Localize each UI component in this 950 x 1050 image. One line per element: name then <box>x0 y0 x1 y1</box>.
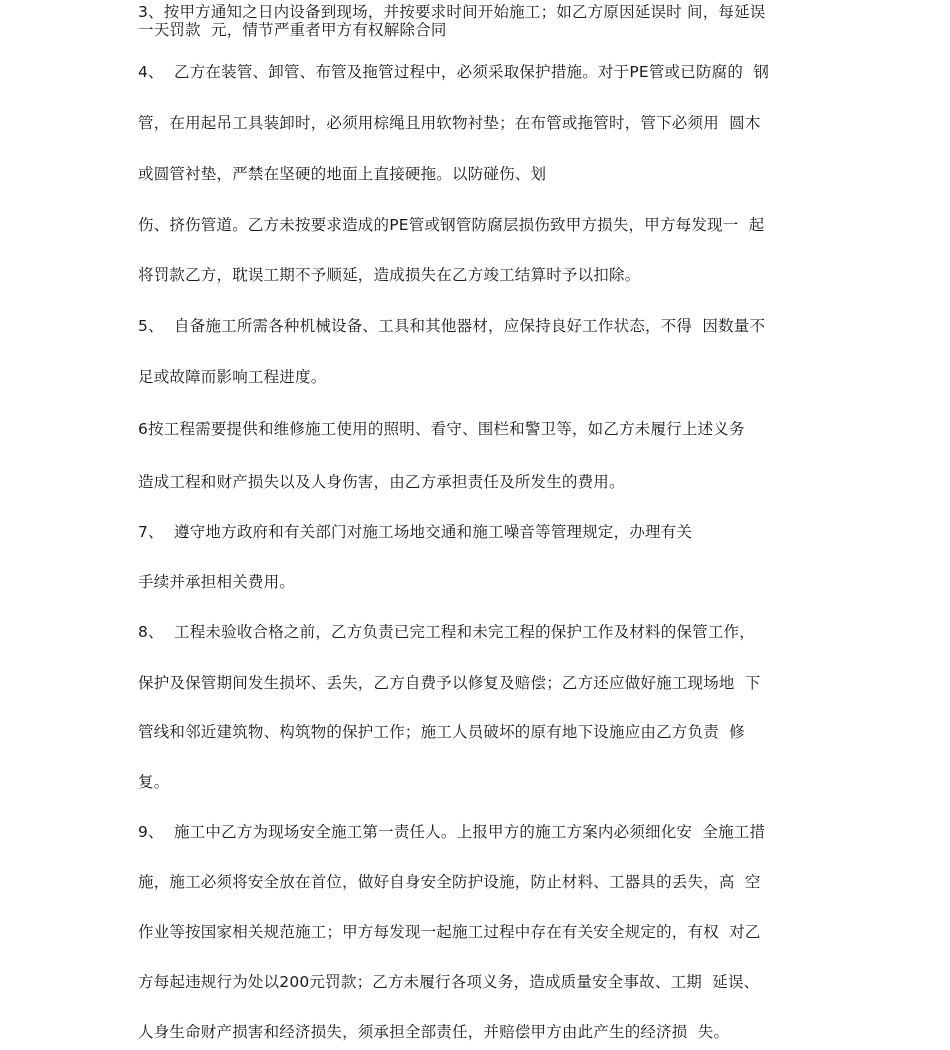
text-line: 7、 遵守地方政府和有关部门对施工场地交通和施工噪音等管理规定，办理有关 <box>138 523 693 541</box>
text-line: 施，施工必须将安全放在首位，做好自身安全防护设施，防止材料、工器具的丢失，高 空 <box>138 873 761 891</box>
text-line: 伤、挤伤管道。乙方未按要求造成的PE管或钢管防腐层损伤致甲方损失，甲方每发现一 起 <box>138 216 765 234</box>
text-line: 管，在用起吊工具装卸时，必须用棕绳且用软物衬垫；在布管或拖管时，管下必须用 圆木 <box>138 114 761 132</box>
text-line: 或圆管衬垫，严禁在坚硬的地面上直接硬拖。以防碰伤、划 <box>138 165 547 183</box>
text-line: 造成工程和财产损失以及人身伤害，由乙方承担责任及所发生的费用。 <box>138 473 625 491</box>
text-line: 复。 <box>138 773 170 791</box>
text-line: 5、 自备施工所需各种机械设备、工具和其他器材，应保持良好工作状态，不得 因数量不 <box>138 317 766 335</box>
text-line: 作业等按国家相关规范施工；甲方每发现一起施工过程中存在有关安全规定的，有权 对乙 <box>138 923 761 941</box>
text-line: 6按工程需要提供和维修施工使用的照明、看守、围栏和警卫等，如乙方未履行上述义务 <box>138 420 745 438</box>
text-line: 保护及保管期间发生损坏、丢失，乙方自费予以修复及赔偿；乙方还应做好施工现场地 下 <box>138 674 761 692</box>
text-line: 足或故障而影响工程进度。 <box>138 368 327 386</box>
text-line: 3、按甲方通知之日内设备到现场，并按要求时间开始施工；如乙方原因延误时 间，每延误 <box>138 3 766 21</box>
text-line: 9、 施工中乙方为现场安全施工第一责任人。上报甲方的施工方案内必须细化安 全施工措 <box>138 823 766 841</box>
text-line: 将罚款乙方，耽误工期不予顺延，造成损失在乙方竣工结算时予以扣除。 <box>138 266 641 284</box>
text-line: 人身生命财产损害和经济损失，须承担全部责任，并赔偿甲方由此产生的经济损 失。 <box>138 1023 730 1041</box>
text-line: 8、 工程未验收合格之前，乙方负责已完工程和未完工程的保护工作及材料的保管工作， <box>138 623 755 641</box>
text-line: 方每起违规行为处以200元罚款；乙方未履行各项义务，造成质量安全事故、工期 延误、 <box>138 973 760 991</box>
text-line: 一天罚款 元，情节严重者甲方有权解除合同 <box>138 21 447 39</box>
text-line: 管线和邻近建筑物、构筑物的保护工作；施工人员破坏的原有地下设施应由乙方负责 修 <box>138 723 745 741</box>
text-line: 手续并承担相关费用。 <box>138 573 296 591</box>
text-line: 4、 乙方在装管、卸管、布管及拖管过程中，必须采取保护措施。对于PE管或已防腐的 钢 <box>138 63 770 81</box>
